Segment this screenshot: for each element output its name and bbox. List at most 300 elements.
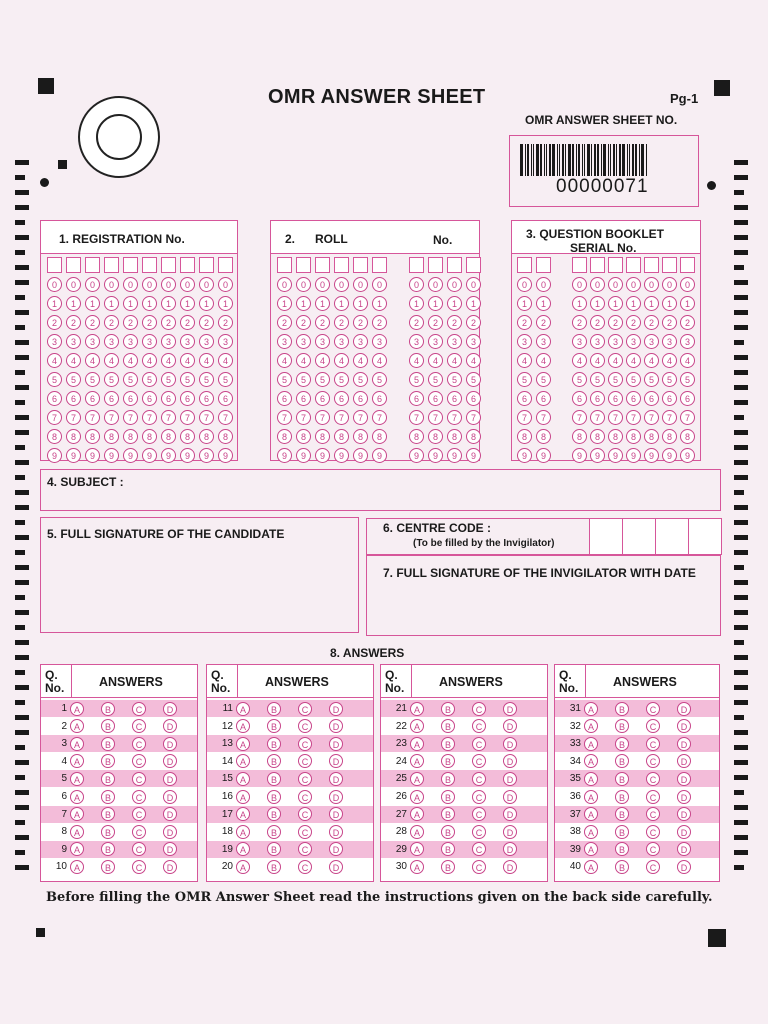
option-bubble-b[interactable]: B: [267, 719, 281, 733]
option-bubble-c[interactable]: C: [472, 842, 486, 856]
option-bubble-a[interactable]: A: [236, 825, 250, 839]
digit-bubble[interactable]: 5: [608, 372, 623, 387]
digit-bubble[interactable]: 7: [334, 410, 349, 425]
digit-column[interactable]: [199, 257, 214, 467]
digit-bubble[interactable]: 9: [409, 448, 424, 463]
digit-bubble[interactable]: 9: [466, 448, 481, 463]
digit-bubble[interactable]: 2: [644, 315, 659, 330]
digit-bubble[interactable]: 8: [409, 429, 424, 444]
option-bubble-d[interactable]: D: [503, 754, 517, 768]
digit-column[interactable]: [662, 257, 677, 467]
digit-bubble[interactable]: 0: [428, 277, 443, 292]
option-bubble-c[interactable]: C: [298, 702, 312, 716]
option-bubble-b[interactable]: B: [615, 754, 629, 768]
digit-bubble[interactable]: 5: [123, 372, 138, 387]
digit-write-box[interactable]: [428, 257, 443, 273]
option-bubble-b[interactable]: B: [441, 825, 455, 839]
option-bubble-d[interactable]: D: [503, 719, 517, 733]
digit-bubble[interactable]: 4: [199, 353, 214, 368]
digit-bubble[interactable]: 7: [372, 410, 387, 425]
digit-column[interactable]: [428, 257, 443, 467]
digit-bubble[interactable]: 7: [123, 410, 138, 425]
option-bubble-b[interactable]: B: [101, 754, 115, 768]
digit-bubble[interactable]: 7: [447, 410, 462, 425]
digit-bubble[interactable]: 2: [353, 315, 368, 330]
option-bubble-c[interactable]: C: [646, 825, 660, 839]
digit-bubble[interactable]: 7: [662, 410, 677, 425]
digit-bubble[interactable]: 8: [517, 429, 532, 444]
digit-bubble[interactable]: 6: [315, 391, 330, 406]
option-bubble-d[interactable]: D: [163, 737, 177, 751]
digit-bubble[interactable]: 1: [334, 296, 349, 311]
digit-bubble[interactable]: 6: [296, 391, 311, 406]
digit-bubble[interactable]: 6: [161, 391, 176, 406]
digit-bubble[interactable]: 5: [447, 372, 462, 387]
digit-bubble[interactable]: 8: [626, 429, 641, 444]
digit-bubble[interactable]: 5: [47, 372, 62, 387]
digit-bubble[interactable]: 4: [104, 353, 119, 368]
option-bubble-b[interactable]: B: [267, 807, 281, 821]
option-bubble-b[interactable]: B: [101, 860, 115, 874]
digit-bubble[interactable]: 0: [536, 277, 551, 292]
option-bubble-b[interactable]: B: [615, 772, 629, 786]
digit-bubble[interactable]: 9: [680, 448, 695, 463]
digit-bubble[interactable]: 7: [277, 410, 292, 425]
option-bubble-c[interactable]: C: [472, 772, 486, 786]
option-bubble-b[interactable]: B: [101, 719, 115, 733]
digit-bubble[interactable]: 6: [104, 391, 119, 406]
digit-bubble[interactable]: 4: [626, 353, 641, 368]
option-bubble-c[interactable]: C: [646, 842, 660, 856]
option-bubble-d[interactable]: D: [163, 754, 177, 768]
option-bubble-c[interactable]: C: [646, 737, 660, 751]
option-bubble-d[interactable]: D: [503, 772, 517, 786]
digit-bubble[interactable]: 3: [277, 334, 292, 349]
digit-bubble[interactable]: 8: [277, 429, 292, 444]
digit-bubble[interactable]: 2: [662, 315, 677, 330]
digit-bubble[interactable]: 8: [104, 429, 119, 444]
option-bubble-b[interactable]: B: [267, 842, 281, 856]
option-bubble-c[interactable]: C: [646, 860, 660, 874]
digit-bubble[interactable]: 4: [662, 353, 677, 368]
digit-bubble[interactable]: 3: [428, 334, 443, 349]
option-bubble-d[interactable]: D: [329, 702, 343, 716]
option-bubble-b[interactable]: B: [101, 772, 115, 786]
digit-column[interactable]: [123, 257, 138, 467]
digit-bubble[interactable]: 8: [142, 429, 157, 444]
centre-code-box-3[interactable]: [655, 518, 689, 555]
digit-bubble[interactable]: 2: [66, 315, 81, 330]
option-bubble-b[interactable]: B: [101, 737, 115, 751]
digit-bubble[interactable]: 0: [353, 277, 368, 292]
option-bubble-c[interactable]: C: [472, 807, 486, 821]
option-bubble-c[interactable]: C: [472, 702, 486, 716]
digit-column[interactable]: [142, 257, 157, 467]
option-bubble-b[interactable]: B: [441, 719, 455, 733]
option-bubble-c[interactable]: C: [472, 860, 486, 874]
option-bubble-d[interactable]: D: [163, 790, 177, 804]
digit-column[interactable]: [409, 257, 424, 467]
digit-column[interactable]: [644, 257, 659, 467]
option-bubble-b[interactable]: B: [615, 719, 629, 733]
option-bubble-d[interactable]: D: [677, 860, 691, 874]
option-bubble-a[interactable]: A: [70, 860, 84, 874]
digit-bubble[interactable]: 0: [199, 277, 214, 292]
digit-bubble[interactable]: 2: [199, 315, 214, 330]
digit-column[interactable]: [277, 257, 292, 467]
digit-bubble[interactable]: 4: [608, 353, 623, 368]
digit-bubble[interactable]: 6: [334, 391, 349, 406]
option-bubble-a[interactable]: A: [236, 807, 250, 821]
digit-bubble[interactable]: 4: [277, 353, 292, 368]
digit-bubble[interactable]: 0: [66, 277, 81, 292]
option-bubble-b[interactable]: B: [267, 860, 281, 874]
digit-bubble[interactable]: 3: [536, 334, 551, 349]
digit-bubble[interactable]: 0: [662, 277, 677, 292]
digit-bubble[interactable]: 7: [104, 410, 119, 425]
digit-bubble[interactable]: 5: [85, 372, 100, 387]
digit-write-box[interactable]: [662, 257, 677, 273]
digit-bubble[interactable]: 4: [353, 353, 368, 368]
digit-bubble[interactable]: 7: [590, 410, 605, 425]
digit-write-box[interactable]: [180, 257, 195, 273]
option-bubble-b[interactable]: B: [101, 790, 115, 804]
digit-bubble[interactable]: 4: [409, 353, 424, 368]
option-bubble-a[interactable]: A: [584, 754, 598, 768]
digit-bubble[interactable]: 1: [608, 296, 623, 311]
option-bubble-a[interactable]: A: [410, 737, 424, 751]
digit-bubble[interactable]: 9: [123, 448, 138, 463]
digit-bubble[interactable]: 3: [334, 334, 349, 349]
digit-bubble[interactable]: 5: [536, 372, 551, 387]
option-bubble-b[interactable]: B: [267, 790, 281, 804]
digit-bubble[interactable]: 6: [517, 391, 532, 406]
digit-bubble[interactable]: 3: [199, 334, 214, 349]
digit-bubble[interactable]: 1: [180, 296, 195, 311]
digit-bubble[interactable]: 1: [123, 296, 138, 311]
digit-bubble[interactable]: 1: [572, 296, 587, 311]
digit-bubble[interactable]: 3: [161, 334, 176, 349]
option-bubble-b[interactable]: B: [441, 737, 455, 751]
digit-bubble[interactable]: 7: [608, 410, 623, 425]
digit-bubble[interactable]: 0: [85, 277, 100, 292]
digit-bubble[interactable]: 6: [277, 391, 292, 406]
option-bubble-c[interactable]: C: [472, 737, 486, 751]
digit-bubble[interactable]: 6: [180, 391, 195, 406]
digit-bubble[interactable]: 4: [85, 353, 100, 368]
digit-bubble[interactable]: 6: [353, 391, 368, 406]
digit-bubble[interactable]: 9: [428, 448, 443, 463]
option-bubble-a[interactable]: A: [584, 737, 598, 751]
digit-bubble[interactable]: 4: [466, 353, 481, 368]
digit-column[interactable]: [218, 257, 233, 467]
option-bubble-a[interactable]: A: [410, 702, 424, 716]
digit-column[interactable]: [447, 257, 462, 467]
digit-bubble[interactable]: 2: [466, 315, 481, 330]
digit-bubble[interactable]: 0: [123, 277, 138, 292]
option-bubble-d[interactable]: D: [163, 842, 177, 856]
digit-bubble[interactable]: 0: [315, 277, 330, 292]
digit-bubble[interactable]: 6: [447, 391, 462, 406]
option-bubble-b[interactable]: B: [615, 860, 629, 874]
digit-bubble[interactable]: 3: [85, 334, 100, 349]
option-bubble-b[interactable]: B: [615, 702, 629, 716]
digit-write-box[interactable]: [66, 257, 81, 273]
digit-column[interactable]: [353, 257, 368, 467]
option-bubble-c[interactable]: C: [646, 772, 660, 786]
digit-column[interactable]: [372, 257, 387, 467]
digit-bubble[interactable]: 0: [334, 277, 349, 292]
digit-bubble[interactable]: 2: [536, 315, 551, 330]
digit-bubble[interactable]: 6: [142, 391, 157, 406]
digit-bubble[interactable]: 9: [572, 448, 587, 463]
digit-bubble[interactable]: 3: [66, 334, 81, 349]
digit-bubble[interactable]: 9: [199, 448, 214, 463]
digit-write-box[interactable]: [680, 257, 695, 273]
option-bubble-c[interactable]: C: [646, 790, 660, 804]
option-bubble-b[interactable]: B: [267, 754, 281, 768]
digit-bubble[interactable]: 3: [123, 334, 138, 349]
option-bubble-b[interactable]: B: [441, 772, 455, 786]
digit-bubble[interactable]: 3: [608, 334, 623, 349]
digit-bubble[interactable]: 5: [180, 372, 195, 387]
digit-bubble[interactable]: 7: [315, 410, 330, 425]
option-bubble-d[interactable]: D: [503, 842, 517, 856]
digit-bubble[interactable]: 9: [161, 448, 176, 463]
digit-bubble[interactable]: 2: [334, 315, 349, 330]
digit-bubble[interactable]: 7: [409, 410, 424, 425]
digit-column[interactable]: [180, 257, 195, 467]
digit-bubble[interactable]: 5: [372, 372, 387, 387]
option-bubble-c[interactable]: C: [298, 807, 312, 821]
digit-bubble[interactable]: 2: [161, 315, 176, 330]
digit-bubble[interactable]: 7: [296, 410, 311, 425]
option-bubble-d[interactable]: D: [329, 719, 343, 733]
digit-bubble[interactable]: 9: [372, 448, 387, 463]
digit-bubble[interactable]: 8: [180, 429, 195, 444]
digit-bubble[interactable]: 1: [353, 296, 368, 311]
option-bubble-a[interactable]: A: [236, 842, 250, 856]
option-bubble-c[interactable]: C: [298, 719, 312, 733]
digit-bubble[interactable]: 8: [536, 429, 551, 444]
option-bubble-d[interactable]: D: [329, 842, 343, 856]
option-bubble-a[interactable]: A: [70, 719, 84, 733]
digit-bubble[interactable]: 3: [466, 334, 481, 349]
digit-bubble[interactable]: 7: [142, 410, 157, 425]
digit-bubble[interactable]: 3: [372, 334, 387, 349]
digit-bubble[interactable]: 0: [608, 277, 623, 292]
option-bubble-b[interactable]: B: [101, 702, 115, 716]
digit-bubble[interactable]: 5: [315, 372, 330, 387]
digit-bubble[interactable]: 9: [644, 448, 659, 463]
digit-bubble[interactable]: 0: [626, 277, 641, 292]
digit-bubble[interactable]: 9: [608, 448, 623, 463]
option-bubble-b[interactable]: B: [101, 807, 115, 821]
option-bubble-a[interactable]: A: [236, 790, 250, 804]
digit-bubble[interactable]: 6: [662, 391, 677, 406]
digit-bubble[interactable]: 2: [142, 315, 157, 330]
digit-write-box[interactable]: [161, 257, 176, 273]
digit-write-box[interactable]: [123, 257, 138, 273]
option-bubble-a[interactable]: A: [236, 737, 250, 751]
digit-bubble[interactable]: 9: [447, 448, 462, 463]
option-bubble-c[interactable]: C: [298, 790, 312, 804]
digit-bubble[interactable]: 4: [517, 353, 532, 368]
digit-bubble[interactable]: 8: [680, 429, 695, 444]
digit-bubble[interactable]: 6: [572, 391, 587, 406]
digit-bubble[interactable]: 4: [536, 353, 551, 368]
digit-bubble[interactable]: 0: [277, 277, 292, 292]
digit-column[interactable]: [680, 257, 695, 467]
option-bubble-b[interactable]: B: [441, 754, 455, 768]
digit-bubble[interactable]: 8: [218, 429, 233, 444]
option-bubble-d[interactable]: D: [503, 807, 517, 821]
option-bubble-b[interactable]: B: [441, 860, 455, 874]
digit-bubble[interactable]: 0: [47, 277, 62, 292]
digit-bubble[interactable]: 6: [409, 391, 424, 406]
digit-bubble[interactable]: 3: [662, 334, 677, 349]
digit-bubble[interactable]: 8: [199, 429, 214, 444]
digit-bubble[interactable]: 1: [662, 296, 677, 311]
digit-bubble[interactable]: 7: [466, 410, 481, 425]
digit-bubble[interactable]: 3: [409, 334, 424, 349]
option-bubble-a[interactable]: A: [410, 860, 424, 874]
option-bubble-d[interactable]: D: [163, 807, 177, 821]
digit-bubble[interactable]: 5: [626, 372, 641, 387]
digit-bubble[interactable]: 3: [447, 334, 462, 349]
option-bubble-b[interactable]: B: [267, 702, 281, 716]
digit-bubble[interactable]: 9: [47, 448, 62, 463]
option-bubble-a[interactable]: A: [584, 807, 598, 821]
option-bubble-a[interactable]: A: [236, 860, 250, 874]
subject-field[interactable]: [40, 469, 721, 511]
digit-bubble[interactable]: 6: [372, 391, 387, 406]
digit-bubble[interactable]: 7: [572, 410, 587, 425]
digit-bubble[interactable]: 4: [572, 353, 587, 368]
digit-bubble[interactable]: 2: [608, 315, 623, 330]
digit-bubble[interactable]: 7: [66, 410, 81, 425]
digit-bubble[interactable]: 3: [180, 334, 195, 349]
digit-bubble[interactable]: 6: [66, 391, 81, 406]
option-bubble-a[interactable]: A: [410, 807, 424, 821]
centre-code-box-1[interactable]: [589, 518, 623, 555]
digit-bubble[interactable]: 8: [572, 429, 587, 444]
digit-bubble[interactable]: 4: [428, 353, 443, 368]
digit-column[interactable]: [85, 257, 100, 467]
digit-bubble[interactable]: 4: [372, 353, 387, 368]
digit-write-box[interactable]: [353, 257, 368, 273]
digit-bubble[interactable]: 9: [142, 448, 157, 463]
digit-bubble[interactable]: 3: [353, 334, 368, 349]
digit-bubble[interactable]: 9: [104, 448, 119, 463]
digit-bubble[interactable]: 2: [218, 315, 233, 330]
option-bubble-a[interactable]: A: [70, 825, 84, 839]
digit-write-box[interactable]: [277, 257, 292, 273]
digit-bubble[interactable]: 0: [409, 277, 424, 292]
digit-bubble[interactable]: 8: [315, 429, 330, 444]
digit-bubble[interactable]: 5: [353, 372, 368, 387]
digit-write-box[interactable]: [85, 257, 100, 273]
digit-bubble[interactable]: 8: [123, 429, 138, 444]
digit-bubble[interactable]: 4: [123, 353, 138, 368]
digit-bubble[interactable]: 4: [315, 353, 330, 368]
digit-bubble[interactable]: 5: [104, 372, 119, 387]
digit-bubble[interactable]: 3: [626, 334, 641, 349]
digit-bubble[interactable]: 8: [644, 429, 659, 444]
option-bubble-a[interactable]: A: [584, 702, 598, 716]
option-bubble-d[interactable]: D: [503, 702, 517, 716]
digit-bubble[interactable]: 9: [180, 448, 195, 463]
digit-bubble[interactable]: 1: [590, 296, 605, 311]
digit-bubble[interactable]: 2: [517, 315, 532, 330]
option-bubble-c[interactable]: C: [132, 772, 146, 786]
digit-write-box[interactable]: [517, 257, 532, 273]
option-bubble-d[interactable]: D: [329, 807, 343, 821]
digit-bubble[interactable]: 9: [296, 448, 311, 463]
digit-bubble[interactable]: 3: [104, 334, 119, 349]
option-bubble-d[interactable]: D: [329, 754, 343, 768]
digit-write-box[interactable]: [104, 257, 119, 273]
option-bubble-d[interactable]: D: [329, 772, 343, 786]
digit-bubble[interactable]: 4: [680, 353, 695, 368]
digit-bubble[interactable]: 0: [372, 277, 387, 292]
option-bubble-a[interactable]: A: [70, 807, 84, 821]
digit-bubble[interactable]: 2: [572, 315, 587, 330]
centre-code-box-4[interactable]: [688, 518, 722, 555]
option-bubble-b[interactable]: B: [267, 772, 281, 786]
option-bubble-c[interactable]: C: [132, 702, 146, 716]
digit-bubble[interactable]: 6: [608, 391, 623, 406]
digit-bubble[interactable]: 6: [47, 391, 62, 406]
option-bubble-c[interactable]: C: [298, 860, 312, 874]
option-bubble-b[interactable]: B: [441, 702, 455, 716]
digit-bubble[interactable]: 8: [66, 429, 81, 444]
digit-column[interactable]: [536, 257, 551, 467]
digit-bubble[interactable]: 8: [47, 429, 62, 444]
option-bubble-c[interactable]: C: [472, 719, 486, 733]
digit-write-box[interactable]: [572, 257, 587, 273]
digit-bubble[interactable]: 9: [353, 448, 368, 463]
digit-bubble[interactable]: 1: [277, 296, 292, 311]
digit-column[interactable]: [590, 257, 605, 467]
digit-write-box[interactable]: [47, 257, 62, 273]
digit-bubble[interactable]: 3: [47, 334, 62, 349]
digit-write-box[interactable]: [590, 257, 605, 273]
digit-bubble[interactable]: 1: [104, 296, 119, 311]
digit-bubble[interactable]: 5: [590, 372, 605, 387]
digit-bubble[interactable]: 9: [315, 448, 330, 463]
digit-bubble[interactable]: 0: [180, 277, 195, 292]
option-bubble-c[interactable]: C: [132, 825, 146, 839]
option-bubble-c[interactable]: C: [132, 807, 146, 821]
digit-bubble[interactable]: 0: [572, 277, 587, 292]
option-bubble-d[interactable]: D: [163, 825, 177, 839]
digit-bubble[interactable]: 4: [142, 353, 157, 368]
option-bubble-c[interactable]: C: [298, 754, 312, 768]
digit-bubble[interactable]: 1: [409, 296, 424, 311]
digit-bubble[interactable]: 1: [66, 296, 81, 311]
digit-column[interactable]: [47, 257, 62, 467]
option-bubble-d[interactable]: D: [163, 860, 177, 874]
digit-bubble[interactable]: 8: [372, 429, 387, 444]
digit-bubble[interactable]: 7: [218, 410, 233, 425]
digit-bubble[interactable]: 9: [626, 448, 641, 463]
digit-bubble[interactable]: 1: [85, 296, 100, 311]
option-bubble-b[interactable]: B: [441, 842, 455, 856]
option-bubble-d[interactable]: D: [329, 825, 343, 839]
option-bubble-b[interactable]: B: [267, 737, 281, 751]
digit-bubble[interactable]: 8: [447, 429, 462, 444]
